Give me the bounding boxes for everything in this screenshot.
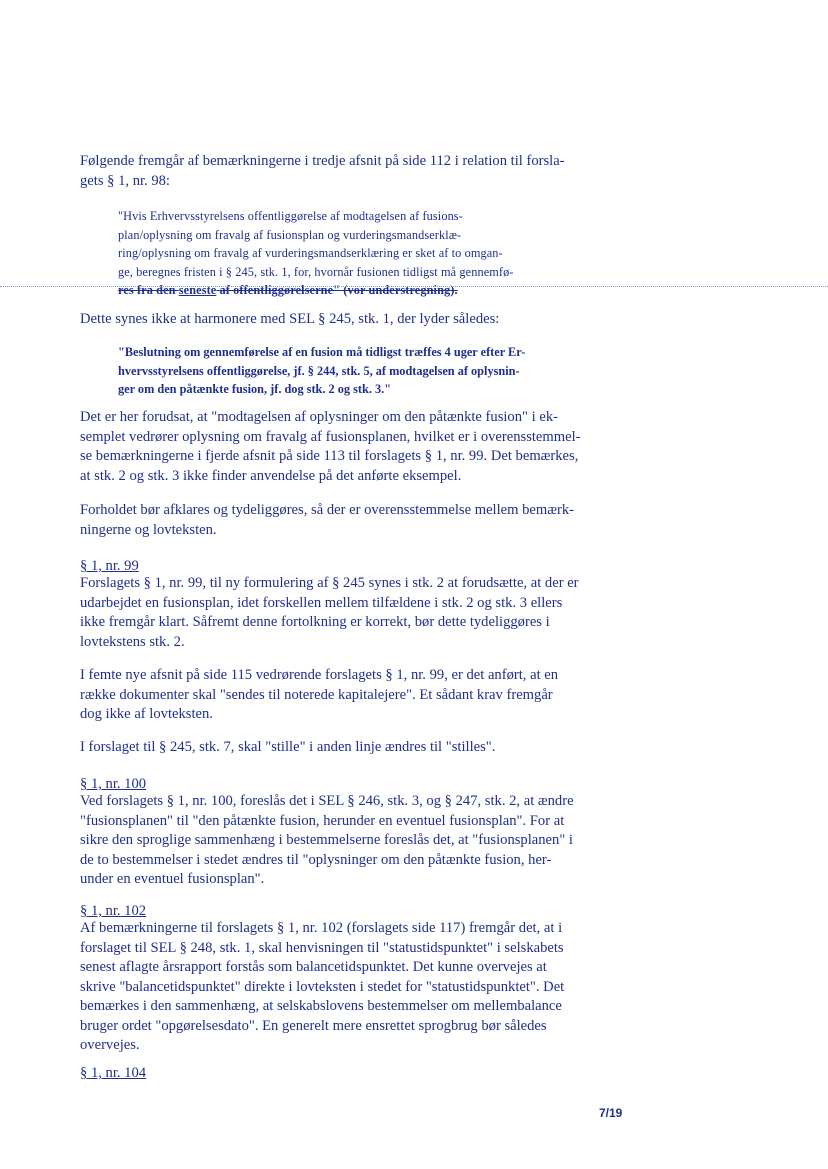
paragraph-assumption (80, 408, 598, 486)
text-line: bruger ordet "opgørelsesdato". En generelt mere ensrettet sprogbrug bør således (80, 1017, 547, 1034)
struck-text: res fra den (118, 283, 179, 297)
struck-text: af offentliggørelserne" (vor understregning). (216, 283, 458, 297)
text-line: hvervsstyrelsens offentliggørelse, jf. § 244, stk. 5, af modtagelsen af oplysnin- (118, 363, 520, 378)
text-line: "fusionsplanen" til "den påtænkte fusion, herunder en eventuel fusionsplan". For at (80, 812, 565, 829)
text-line: ningerne og lovteksten. (80, 521, 217, 538)
text-line: senest aflagte årsrapport forstås som balancetidspunktet. Det kunne overvejes at (80, 959, 547, 975)
text-line: de to bestemmelser i stedet ændres til "oplysninger om den påtænkte fusion, her- (80, 851, 552, 868)
text-line: gets § 1, nr. 98: (80, 172, 170, 189)
paragraph-nr-99 (80, 574, 598, 652)
text-line: udarbejdet en fusionsplan, idet forskellen mellem tilfældene i stk. 2 og stk. 3 ellers (80, 594, 563, 611)
text-line: I femte nye afsnit på side 115 vedrørende forslagets § 1, nr. 99, er det anført, at en (80, 667, 559, 683)
text-line: overvejes. (80, 1037, 140, 1053)
paragraph-clarify (80, 501, 598, 540)
page-fold-rule (0, 286, 828, 287)
paragraph-harmonize (80, 310, 598, 330)
text-line: plan/oplysning om fravalg af fusionsplan og vurderingsmandserklæ- (118, 227, 462, 242)
quote-sel-245 (118, 343, 550, 399)
underlined-word: seneste (178, 283, 217, 297)
section-heading-nr-102: § 1, nr. 102 (80, 903, 147, 919)
text-line: ge, beregnes fristen i § 245, stk. 1, for, hvornår fusionen tidligst må gennemfø- (118, 264, 514, 279)
section-heading-nr-104: § 1, nr. 104 (80, 1065, 147, 1081)
text-line: Ved forslagets § 1, nr. 100, foreslås det i SEL § 246, stk. 3, og § 247, stk. 2, at ændre (80, 793, 574, 809)
text-line: sikre den sproglige sammenhæng i bestemmelserne foreslås det, at "fusionsplanen" i (80, 832, 573, 848)
text-line: ikke fremgår klart. Såfremt denne fortolkning er korrekt, bør dette tydeliggøres i (80, 614, 550, 630)
text-line: under en eventuel fusionsplan". (80, 871, 265, 887)
text-line: semplet vedrører oplysning om fravalg af fusionsplanen, hvilket er i overensstemmel- (80, 428, 581, 445)
text-line: Følgende fremgår af bemærkningerne i tredje afsnit på side 112 i relation til forsla- (80, 153, 565, 169)
text-line: skrive "balancetidspunktet" direkte i lovteksten i stedet for "statustidspunktet". Det (80, 978, 565, 995)
text-line: Forslagets § 1, nr. 99, til ny formulering af § 245 synes i stk. 2 at forudsætte, at der er (80, 575, 579, 591)
text-line: Dette synes ikke at harmonere med SEL § 245, stk. 1, der lyder således: (80, 311, 500, 327)
text-line: I forslaget til § 245, stk. 7, skal "stille" i anden linje ændres til "stilles". (80, 739, 496, 755)
text-line: se bemærkningerne i fjerde afsnit på side 113 til forslagets § 1, nr. 99. Det bemærkes, (80, 448, 579, 464)
paragraph-documents (80, 666, 598, 725)
text-line: Af bemærkningerne til forslagets § 1, nr. 102 (forslagets side 117) fremgår det, at i (80, 920, 563, 936)
paragraph-stille (80, 738, 598, 758)
section-heading-nr-100: § 1, nr. 100 (80, 776, 147, 792)
text-line: "Beslutning om gennemførelse af en fusion må tidligst træffes 4 uger efter Er- (118, 345, 526, 359)
paragraph-nr-102 (80, 919, 598, 1056)
text-line: lovtekstens stk. 2. (80, 633, 185, 650)
paragraph-nr-100 (80, 792, 598, 890)
text-line: Forholdet bør afklares og tydeliggøres, så der er overensstemmelse mellem bemærk- (80, 502, 575, 518)
text-line: ring/oplysning om fravalg af vurderingsmandserklæring er sket af to omgan- (118, 246, 503, 260)
text-line: "Hvis Erhvervsstyrelsens offentliggørelse af modtagelsen af fusions- (118, 209, 463, 223)
intro-paragraph (80, 152, 598, 191)
text-line: Det er her forudsat, at "modtagelsen af oplysninger om den påtænkte fusion" i ek- (80, 409, 558, 425)
text-line: dog ikke af lovteksten. (80, 706, 213, 722)
text-line: at stk. 2 og stk. 3 ikke finder anvendelse på det anførte eksempel. (80, 467, 462, 484)
text-line: ger om den påtænkte fusion, jf. dog stk. 2 og stk. 3." (118, 382, 392, 396)
section-heading-nr-99: § 1, nr. 99 (80, 558, 139, 574)
page-number: 7/19 (599, 1106, 623, 1120)
text-line-struck (118, 281, 550, 300)
text-line: forslaget til SEL § 248, stk. 1, skal henvisningen til "statustidspunktet" i selskabets (80, 939, 564, 956)
text-line: bemærkes i den sammenhæng, at selskabslovens bestemmelser om mellembalance (80, 998, 562, 1014)
text-line: række dokumenter skal "sendes til noterede kapitalejere". Et sådant krav fremgår (80, 686, 553, 703)
